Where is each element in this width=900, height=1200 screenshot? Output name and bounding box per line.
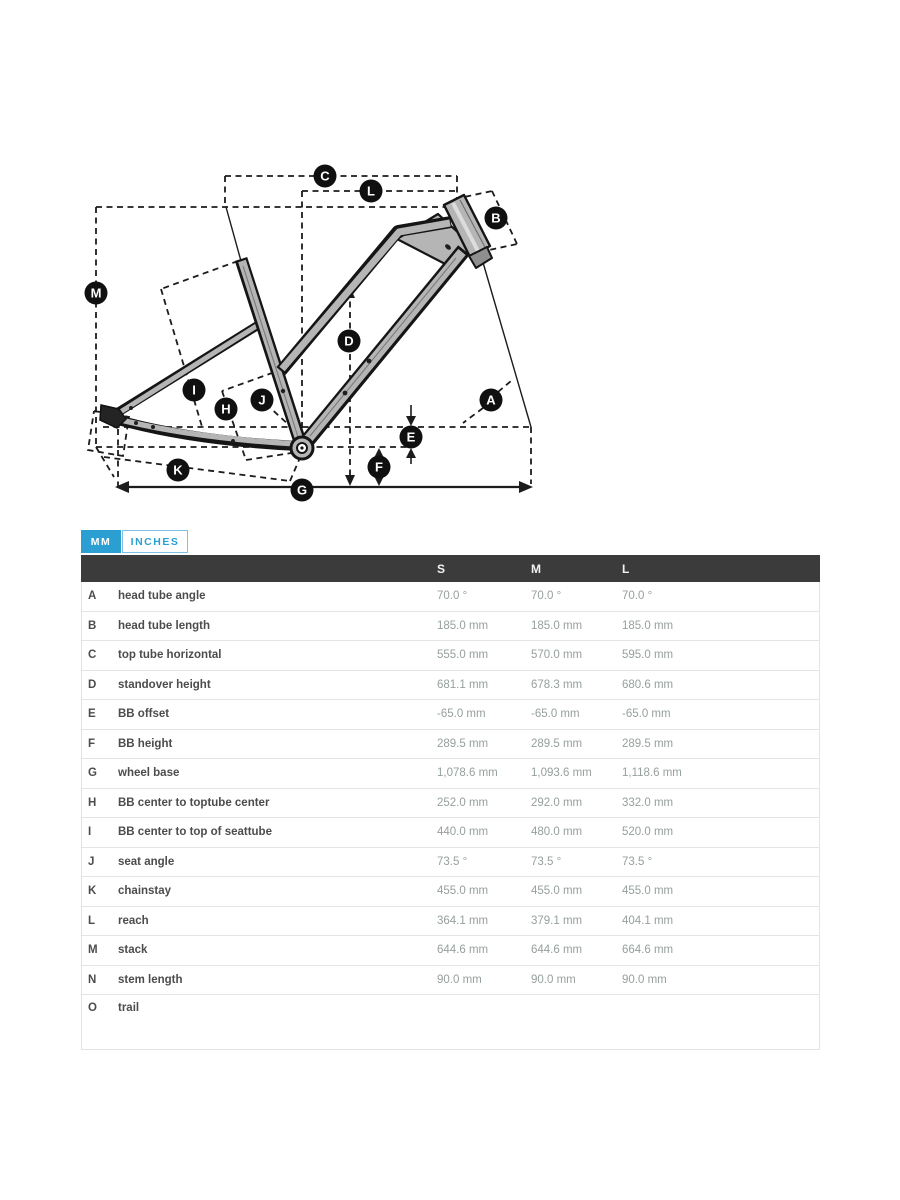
- row-value-s: 455.0 mm: [437, 885, 489, 898]
- diagram-label-i: [183, 379, 206, 402]
- table-row: [82, 848, 819, 878]
- table-header: [81, 555, 820, 582]
- row-value-s: 90.0 mm: [437, 973, 482, 986]
- row-value-m: 379.1 mm: [531, 914, 583, 927]
- bike-frame: [100, 195, 492, 459]
- row-letter: M: [88, 944, 98, 957]
- row-label: stem length: [118, 973, 183, 986]
- table-row: [82, 907, 819, 937]
- diagram-label-b: [485, 207, 508, 230]
- table-row: [82, 818, 819, 848]
- row-value-m: 480.0 mm: [531, 826, 583, 839]
- row-value-l: 664.6 mm: [622, 944, 674, 957]
- row-value-m: 73.5 °: [531, 855, 562, 868]
- geometry-section: [81, 530, 820, 1050]
- table-row: [82, 671, 819, 701]
- row-value-s: 440.0 mm: [437, 826, 489, 839]
- svg-text:I: I: [192, 382, 196, 398]
- row-label: seat angle: [118, 855, 175, 868]
- row-letter: B: [88, 619, 97, 632]
- row-value-l: 680.6 mm: [622, 678, 674, 691]
- row-value-l: 455.0 mm: [622, 885, 674, 898]
- row-label: reach: [118, 914, 149, 927]
- unit-tabs: [81, 530, 820, 553]
- tab-mm[interactable]: MM: [81, 530, 121, 553]
- row-value-l: -65.0 mm: [622, 708, 671, 721]
- row-value-m: 185.0 mm: [531, 619, 583, 632]
- row-letter: D: [88, 678, 97, 691]
- row-letter: K: [88, 885, 97, 898]
- row-value-m: 70.0 °: [531, 590, 562, 603]
- row-value-l: 70.0 °: [622, 590, 653, 603]
- svg-text:C: C: [320, 168, 330, 184]
- diagram-label-c: [314, 165, 337, 188]
- row-label: top tube horizontal: [118, 649, 222, 662]
- row-letter: O: [88, 1002, 97, 1014]
- table-row: [82, 966, 819, 996]
- row-value-s: -65.0 mm: [437, 708, 486, 721]
- row-value-m: 1,093.6 mm: [531, 767, 592, 780]
- svg-text:G: G: [296, 482, 308, 498]
- row-value-m: 455.0 mm: [531, 885, 583, 898]
- row-letter: J: [88, 855, 95, 868]
- row-value-m: 570.0 mm: [531, 649, 583, 662]
- row-value-l: 289.5 mm: [622, 737, 674, 750]
- row-value-m: -65.0 mm: [531, 708, 580, 721]
- row-value-s: 364.1 mm: [437, 914, 489, 927]
- diagram-label-a: [480, 389, 503, 412]
- row-label: head tube angle: [118, 590, 206, 603]
- row-value-m: 289.5 mm: [531, 737, 583, 750]
- row-label: BB height: [118, 737, 173, 750]
- svg-text:J: J: [258, 392, 266, 408]
- row-value-l: 1,118.6 mm: [622, 767, 682, 780]
- diagram-label-d: [338, 330, 361, 353]
- header-size-m: M: [531, 561, 541, 576]
- row-letter: F: [88, 737, 96, 750]
- row-label: BB center to top of seattube: [118, 826, 272, 839]
- diagram-label-l: [360, 180, 383, 203]
- row-value-l: 185.0 mm: [622, 619, 674, 632]
- table-row: [82, 759, 819, 789]
- svg-text:B: B: [491, 210, 501, 226]
- row-label: BB offset: [118, 708, 170, 721]
- diagram-label-j: [251, 389, 274, 412]
- row-letter: C: [88, 649, 97, 662]
- row-letter: N: [88, 973, 97, 986]
- svg-text:L: L: [367, 183, 375, 199]
- svg-text:A: A: [486, 392, 496, 408]
- row-letter: A: [88, 590, 97, 603]
- row-value-m: 644.6 mm: [531, 944, 583, 957]
- row-value-s: 252.0 mm: [437, 796, 489, 809]
- row-label: wheel base: [118, 767, 180, 780]
- svg-text:E: E: [406, 429, 416, 445]
- row-value-s: 70.0 °: [437, 590, 468, 603]
- table-row: [82, 582, 819, 612]
- svg-text:F: F: [375, 459, 383, 475]
- svg-text:K: K: [173, 462, 183, 478]
- tab-inches[interactable]: INCHES: [122, 530, 188, 553]
- diagram-label-e: [400, 426, 423, 449]
- row-value-s: 73.5 °: [437, 855, 468, 868]
- row-value-m: 90.0 mm: [531, 973, 576, 986]
- table-row: [82, 641, 819, 671]
- row-value-m: 678.3 mm: [531, 678, 583, 691]
- row-value-s: 644.6 mm: [437, 944, 489, 957]
- diagram-label-f: [368, 456, 391, 479]
- table-row: [82, 995, 819, 1049]
- row-letter: L: [88, 914, 96, 927]
- diagram-label-m: [85, 282, 108, 305]
- row-label: chainstay: [118, 885, 172, 898]
- diagram-label-k: [167, 459, 190, 482]
- row-value-l: 595.0 mm: [622, 649, 674, 662]
- table-row: [82, 877, 819, 907]
- row-letter: E: [88, 708, 96, 721]
- row-label: head tube length: [118, 619, 210, 632]
- row-value-s: 185.0 mm: [437, 619, 489, 632]
- bike-geometry-diagram: [0, 0, 900, 525]
- row-value-s: 1,078.6 mm: [437, 767, 498, 780]
- row-label: stack: [118, 944, 148, 957]
- row-letter: I: [88, 826, 92, 839]
- row-value-l: 520.0 mm: [622, 826, 674, 839]
- row-letter: G: [88, 767, 97, 780]
- frame-geometry-svg: [0, 0, 900, 525]
- row-label: BB center to toptube center: [118, 796, 270, 809]
- table-row: [82, 936, 819, 966]
- header-size-l: L: [622, 561, 630, 576]
- table-row: [82, 789, 819, 819]
- row-value-l: 73.5 °: [622, 855, 653, 868]
- row-value-m: 292.0 mm: [531, 796, 583, 809]
- row-value-l: 332.0 mm: [622, 796, 674, 809]
- svg-text:D: D: [344, 333, 354, 349]
- diagram-label-h: [215, 398, 238, 421]
- svg-text:M: M: [90, 285, 102, 301]
- row-label: standover height: [118, 678, 211, 691]
- row-value-s: 289.5 mm: [437, 737, 489, 750]
- header-size-s: S: [437, 561, 446, 576]
- row-value-s: 681.1 mm: [437, 678, 489, 691]
- table-row: [82, 730, 819, 760]
- row-value-l: 90.0 mm: [622, 973, 667, 986]
- row-label: trail: [118, 1002, 140, 1014]
- row-letter: H: [88, 796, 97, 809]
- row-value-l: 404.1 mm: [622, 914, 674, 927]
- table-row: [82, 612, 819, 642]
- geometry-table-body: [81, 582, 820, 1050]
- table-row: [82, 700, 819, 730]
- row-value-s: 555.0 mm: [437, 649, 489, 662]
- diagram-label-g: [291, 479, 314, 502]
- svg-text:H: H: [221, 401, 231, 417]
